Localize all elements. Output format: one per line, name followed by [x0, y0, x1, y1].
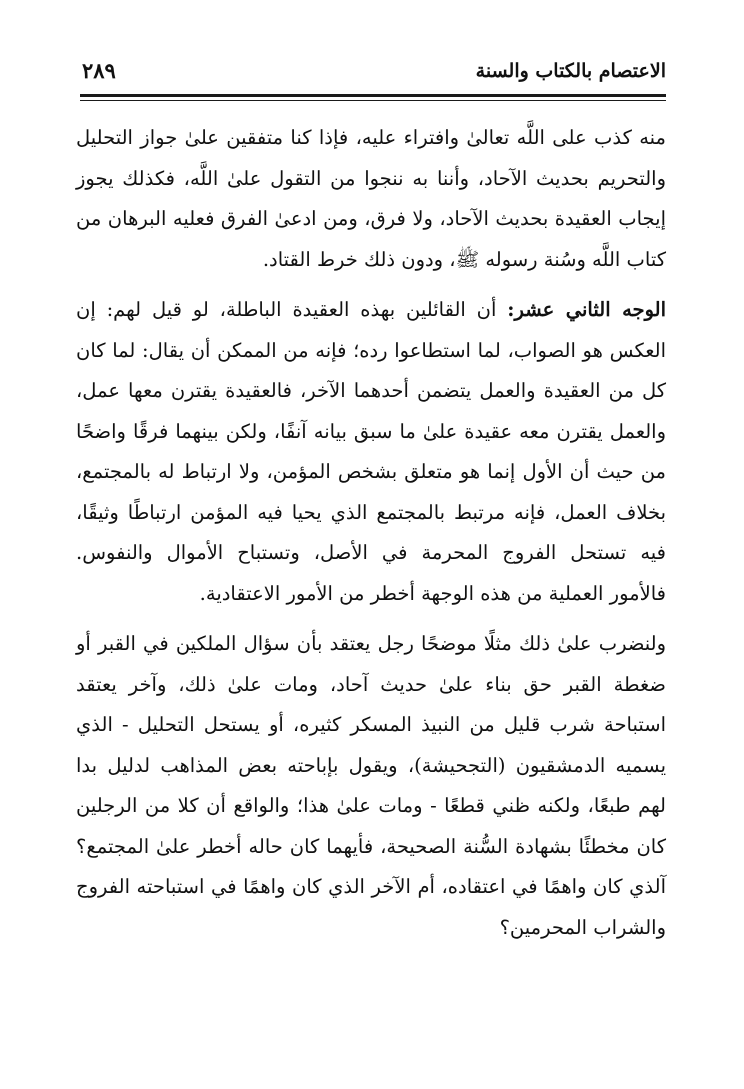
header-rule-thin [80, 100, 666, 101]
header-rule-thick [80, 94, 666, 97]
paragraph-2-text: أن القائلين بهذه العقيدة الباطلة، لو قيل لهم: إن العكس هو الصواب، لما استطاعوا رده؛ فإنه من الممكن أن يقال: لما كان كل من العقيدة والعمل يتضمن أحدهما الآخر، فالعقيدة يقترن معها عمل، والعمل يقترن معه عقيدة علىٰ ما سبق بيانه آنفًا، ولكن بينهما فرقًا واضحًا من حيث أن الأول إنما هو متعلق بشخص المؤمن، ولا ارتباط له بالمجتمع، بخلاف العمل، فإنه مرتبط بالمجتمع الذي يحيا فيه المؤمن ارتباطًا وثيقًا، فيه تستحل الفروج المحرمة في الأصل، وتستباح الأموال والنفوس. فالأمور العملية من هذه الوجهة أخطر من الأمور الاعتقادية. [76, 298, 666, 605]
page-number: ٢٨٩ [82, 58, 116, 83]
paragraph-2 [76, 290, 666, 614]
paragraph-3-text: ولنضرب علىٰ ذلك مثلًا موضحًا رجل يعتقد بأن سؤال الملكين في القبر أو ضغطة القبر حق بناء علىٰ حديث آحاد، ومات علىٰ ذلك، وآخر يعتقد استباحة شرب قليل من النبيذ المسكر كثيره، أو يستحل التحليل - الذي يسميه الدمشقيون (التجحيشة)، ويقول بإباحته بعض المذاهب لدليل بدا لهم طبعًا، ولكنه ظني قطعًا - ومات علىٰ هذا؛ والواقع أن كلا من الرجلين كان مخطئًا بشهادة السُّنة الصحيحة، فأيهما كان حاله أخطر علىٰ المجتمع؟ آلذي كان واهمًا في اعتقاده، أم الآخر الذي كان واهمًا في استباحته الفروج والشراب المحرمين؟ [76, 632, 666, 939]
paragraph-1 [76, 118, 666, 280]
page-header [80, 56, 666, 90]
paragraph-3 [76, 624, 666, 948]
paragraph-2-heading: الوجه الثاني عشر: [507, 298, 667, 321]
running-title: الاعتصام بالكتاب والسنة [475, 60, 666, 82]
paragraph-1-text: منه كذب على اللَّه تعالىٰ وافتراء عليه، فإذا كنا متفقين علىٰ جواز التحليل والتحريم بحديث الآحاد، وأننا به ننجوا من التقول علىٰ اللَّه، فكذلك يجوز إيجاب العقيدة بحديث الآحاد، ولا فرق، ومن ادعىٰ الفرق فعليه البرهان من كتاب اللَّه وسُنة رسوله ﷺ، ودون ذلك خرط القتاد. [76, 126, 666, 271]
body-text [76, 118, 666, 948]
